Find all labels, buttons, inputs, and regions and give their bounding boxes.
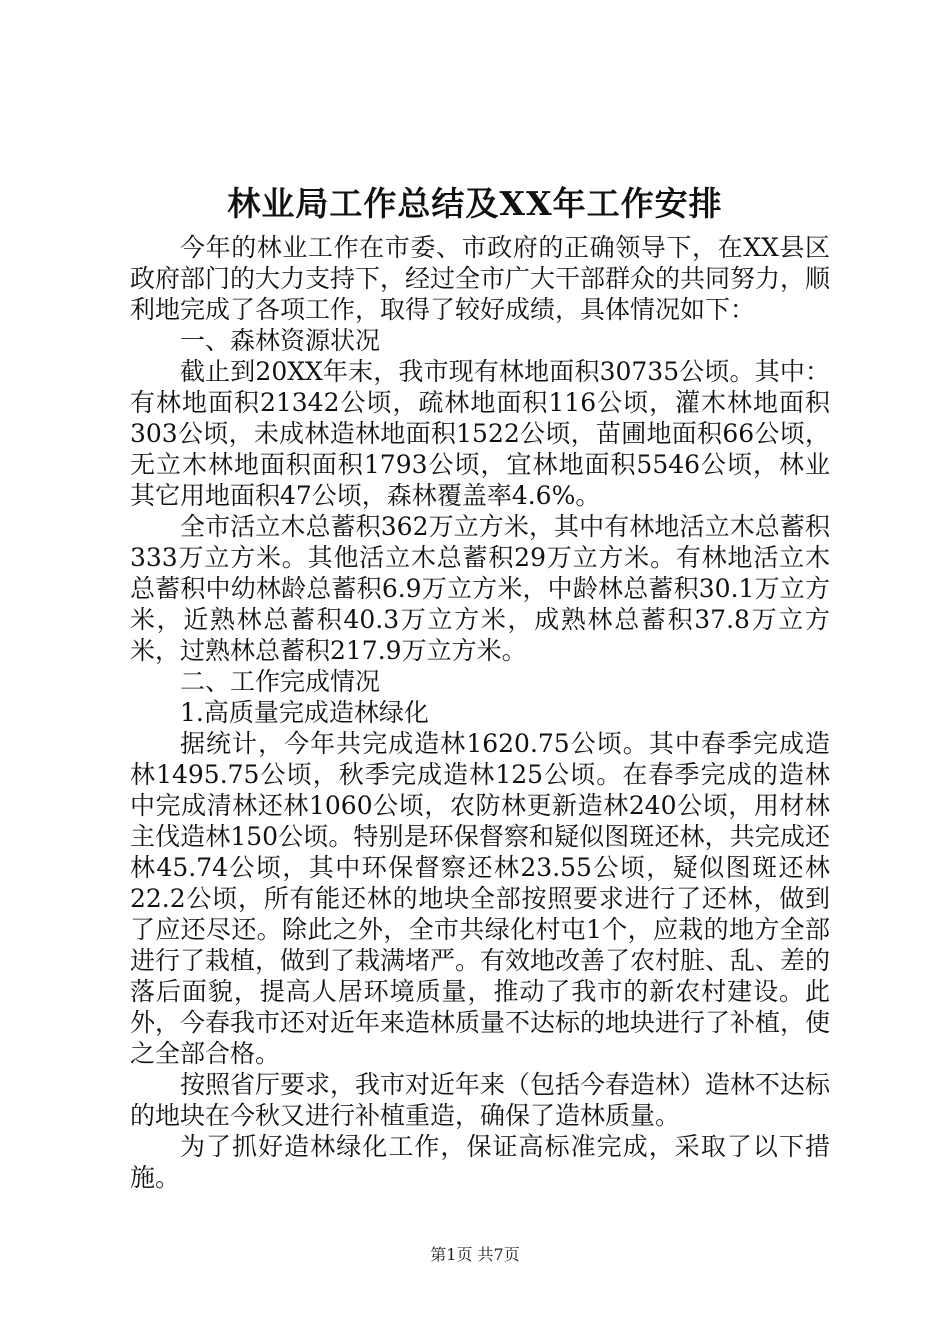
page-footer: 第1页 共7页 xyxy=(430,1245,520,1264)
replanting-paragraph: 按照省厅要求，我市对近年来（包括今春造林）造林不达标的地块在今秋又进行补植重造，确保了造林质量。 xyxy=(130,1070,831,1130)
section-heading-forest-resources: 一、森林资源状况 xyxy=(180,326,381,355)
timber-volume-paragraph: 全市活立木总蓄积362万立方米，其中有林地活立木总蓄积333万立方米。其他活立木总蓄积29万立方米。有林地活立木总蓄积中幼林龄总蓄积6.9万立方米，中龄林总蓄积30.1万立方米，近熟林总蓄积40.3万立方米，成熟林总蓄积37.8万立方米，过熟林总蓄积217.9万立方米。 xyxy=(130,512,830,665)
subsection-heading-afforestation: 1.高质量完成造林绿化 xyxy=(180,698,429,727)
section-heading-work-completion: 二、工作完成情况 xyxy=(180,667,381,696)
intro-paragraph: 今年的林业工作在市委、市政府的正确领导下，在XX县区政府部门的大力支持下，经过全市广大干部群众的共同努力，顺利地完成了各项工作，取得了较好成绩，具体情况如下： xyxy=(130,233,831,324)
document-title: 林业局工作总结及XX年工作安排 xyxy=(227,184,723,223)
measures-paragraph: 为了抓好造林绿化工作，保证高标准完成，采取了以下措施。 xyxy=(130,1132,830,1192)
document-body xyxy=(130,232,830,1193)
forest-area-paragraph: 截止到20XX年末，我市现有林地面积30735公顷。其中：有林地面积21342公顷，疏林地面积116公顷，灌木林地面积303公顷，未成林造林地面积1522公顷，苗圃地面积66公顷，无立木林地面积面积1793公顷，宜林地面积5546公顷，林业其它用地面积47公顷，森林覆盖率4.6%。 xyxy=(130,357,830,510)
afforestation-stats-paragraph: 据统计，今年共完成造林1620.75公顷。其中春季完成造林1495.75公顷，秋季完成造林125公顷。在春季完成的造林中完成清林还林1060公顷，农防林更新造林240公顷，用材林主伐造林150公顷。特别是环保督察和疑似图斑还林，共完成还林45.74公顷，其中环保督察还林23.55公顷，疑似图斑还林22.2公顷，所有能还林的地块全部按照要求进行了还林，做到了应还尽还。除此之外，全市共绿化村屯1个，应栽的地方全部进行了栽植，做到了栽满堵严。有效地改善了农村脏、乱、差的落后面貌，提高人居环境质量，推动了我市的新农村建设。此外，今春我市还对近年来造林质量不达标的地块进行了补植，使之全部合格。 xyxy=(130,729,831,1068)
